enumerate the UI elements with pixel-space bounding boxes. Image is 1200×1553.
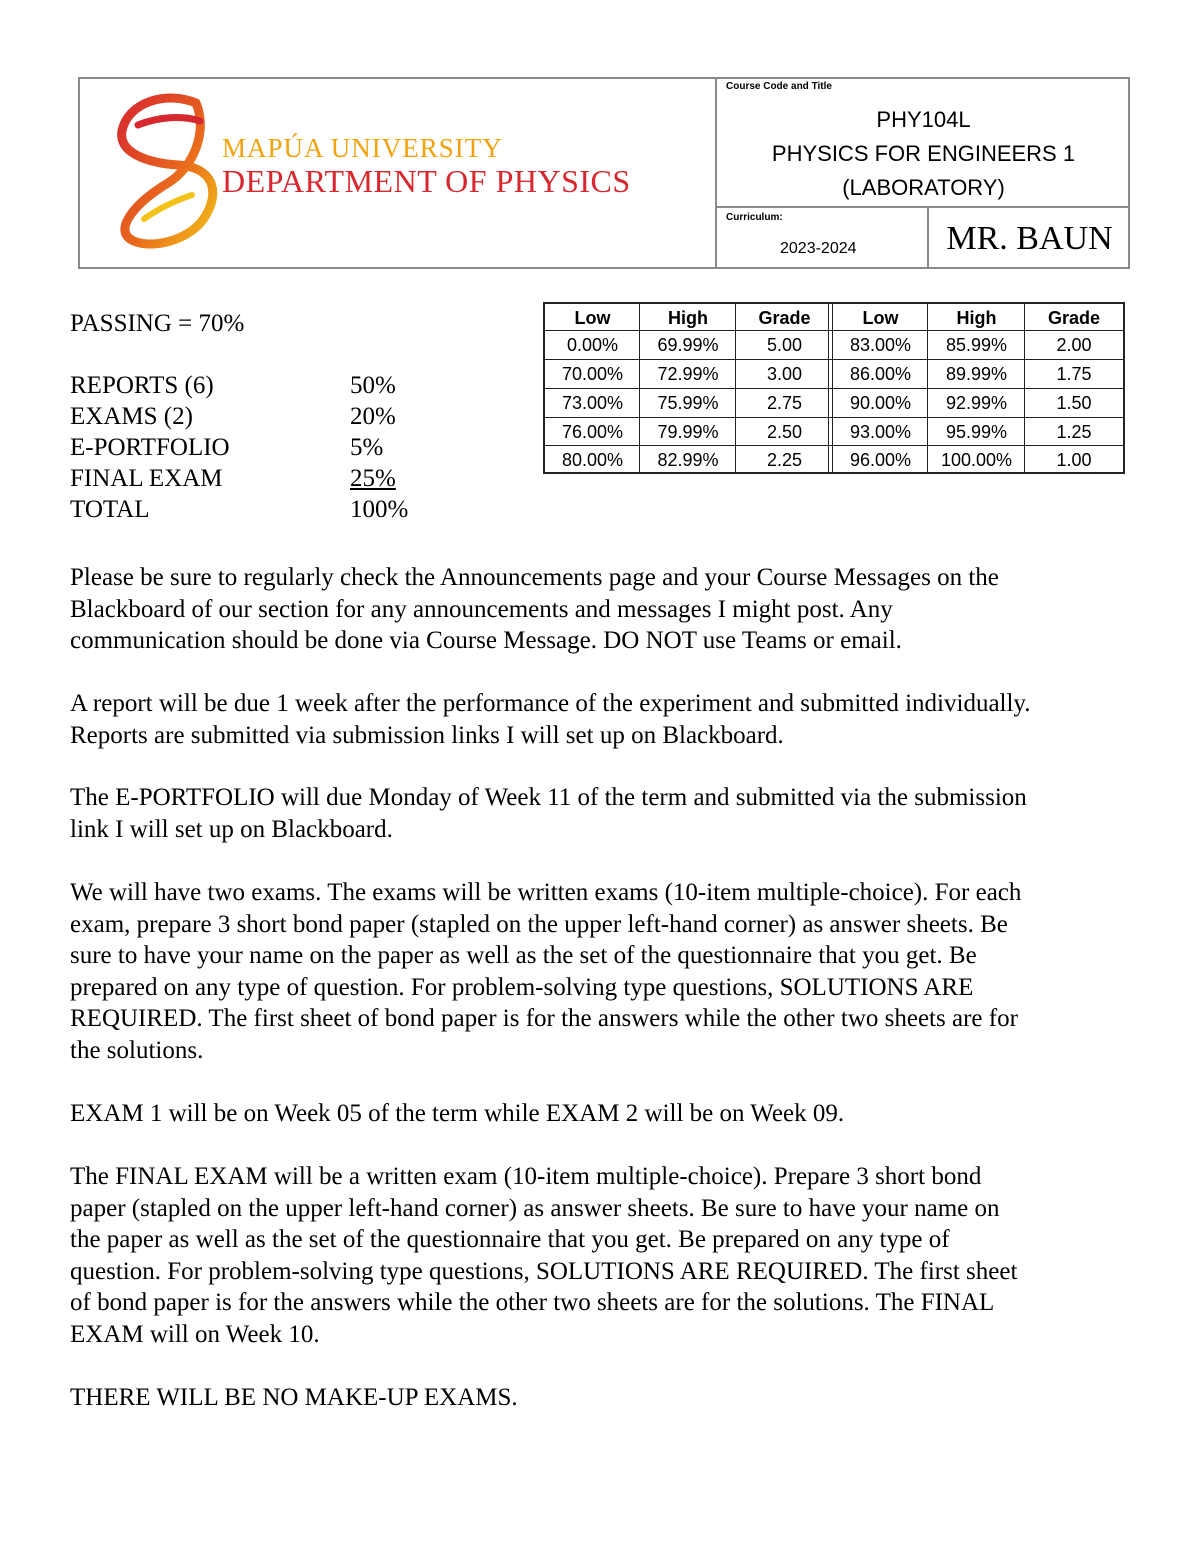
table-gridline [545,417,1123,418]
table-header-cell: High [956,308,997,328]
breakdown-weight: 5% [350,434,384,461]
table-cell: 2.75 [766,393,803,413]
breakdown-item: FINAL EXAM [70,465,223,492]
text-line: Blackboard of our section for any announcements and messages I might post. Any [70,595,893,623]
text-line: exam, prepare 3 short bond paper (stapled on the upper left-hand corner) as answer sheets. Be [70,910,1008,938]
course-code-label: Course Code and Title [726,81,832,92]
text-line: EXAM will on Week 10. [70,1320,320,1348]
course-name: PHYSICS FOR ENGINEERS 1 [771,141,1076,166]
paragraph-reports [70,688,1130,751]
table-cell: 5.00 [766,335,803,355]
text-line: Reports are submitted via submission links I will set up on Blackboard. [70,721,784,749]
text-line: communication should be done via Course Message. DO NOT use Teams or email. [70,627,902,654]
table-cell: 2.25 [766,450,803,470]
table-cell: 90.00% [849,393,912,413]
text-line: the solutions. [70,1036,204,1064]
table-cell: 1.50 [1056,393,1092,413]
breakdown-item: E-PORTFOLIO [70,434,230,461]
table-cell: 72.99% [657,364,719,384]
text-line: REQUIRED. The first sheet of bond paper is for the answers while the other two sheets are for [70,1005,1018,1032]
table-cell: 1.25 [1056,422,1092,442]
course-title [717,103,1130,205]
paragraph-exams [70,877,1130,1066]
text-line: question. For problem-solving type questions, SOLUTIONS ARE REQUIRED. The first sheet [70,1257,1018,1285]
curriculum-value: 2023-2024 [780,240,857,257]
text-line: paper (stapled on the upper left-hand corner) as answer sheets. Be sure to have your name on [70,1194,1000,1222]
table-cell: 2.00 [1056,335,1092,355]
table-cell: 93.00% [849,422,912,442]
department-name: DEPARTMENT OF PHYSICS [222,163,631,199]
table-header-cell: High [668,308,708,328]
paragraph-final-exam [70,1161,1130,1350]
text-line: THERE WILL BE NO MAKE-UP EXAMS. [70,1384,518,1411]
paragraph-no-makeup [70,1382,1130,1414]
curriculum-label: Curriculum: [726,212,783,223]
university-logo [108,91,228,253]
breakdown-item: EXAMS (2) [70,403,193,430]
text-line: the paper as well as the set of the questionnaire that you get. Be prepared on any type of [70,1226,950,1253]
breakdown-weight: 25% [350,465,396,492]
table-cell: 0.00% [566,335,619,355]
breakdown-weight: 20% [350,403,396,430]
text-line: link I will set up on Blackboard. [70,815,393,843]
table-cell: 82.99% [657,450,719,470]
table-cell: 83.00% [849,335,912,355]
document-header [78,77,1130,269]
table-gridline [545,388,1123,389]
text-line: prepared on any type of question. For problem-solving type questions, SOLUTIONS ARE [70,973,974,1001]
table-header-cell: Low [574,308,611,328]
breakdown-item: REPORTS (6) [70,372,214,399]
text-line: EXAM 1 will be on Week 05 of the term while EXAM 2 will be on Week 09. [70,1100,845,1127]
instructor-name: MR. BAUN [946,219,1113,257]
table-header-cell: Low [862,308,899,328]
table-gridline [545,359,1123,360]
table-cell: 92.99% [945,393,1008,413]
table-cell: 86.00% [849,364,912,384]
text-line: The E-PORTFOLIO will due Monday of Week 11 of the term and submitted via the submission [70,784,1027,811]
paragraph-exam-schedule [70,1098,1130,1130]
table-cell: 69.99% [657,335,719,355]
paragraph-eportfolio [70,782,1130,845]
table-header-cell: Grade [758,308,811,328]
text-line: Please be sure to regularly check the Announcements page and your Course Messages on the [70,564,999,591]
text-line: We will have two exams. The exams will be written exams (10-item multiple-choice). For each [70,879,1022,906]
table-cell: 80.00% [561,450,624,470]
table-cell: 3.00 [766,364,803,384]
table-cell: 95.99% [945,422,1008,442]
text-line: of bond paper is for the answers while the other two sheets are for the solutions. The FINAL [70,1289,995,1316]
table-gridline [545,445,1123,446]
text-line: The FINAL EXAM will be a written exam (10-item multiple-choice). Prepare 3 short bond [70,1163,982,1190]
table-gridline [545,330,1123,331]
table-cell: 75.99% [657,393,719,413]
grade-conversion-table [543,302,1125,474]
breakdown-total-value: 100% [350,496,409,523]
breakdown-weight: 50% [350,372,396,399]
table-cell: 2.50 [766,422,803,442]
table-cell: 79.99% [657,422,719,442]
paragraph-announcements [70,562,1130,657]
passing-grade: PASSING = 70% [70,310,245,337]
course-code: PHY104L [876,107,971,132]
table-cell: 1.75 [1056,364,1092,384]
university-name: MAPÚA UNIVERSITY [222,133,503,163]
table-cell: 85.99% [945,335,1008,355]
breakdown-total-label: TOTAL [70,496,150,523]
table-cell: 73.00% [561,393,624,413]
table-cell: 89.99% [945,364,1008,384]
text-line: sure to have your name on the paper as well as the set of the questionnaire that you get. Be [70,942,977,969]
table-cell: 76.00% [561,422,624,442]
table-cell: 100.00% [940,450,1013,470]
table-header-cell: Grade [1047,308,1101,328]
table-cell: 96.00% [849,450,912,470]
table-cell: 1.00 [1056,450,1092,470]
course-type: (LABORATORY) [842,175,1005,200]
table-cell: 70.00% [561,364,624,384]
text-line: A report will be due 1 week after the performance of the experiment and submitted individually. [70,690,1031,717]
